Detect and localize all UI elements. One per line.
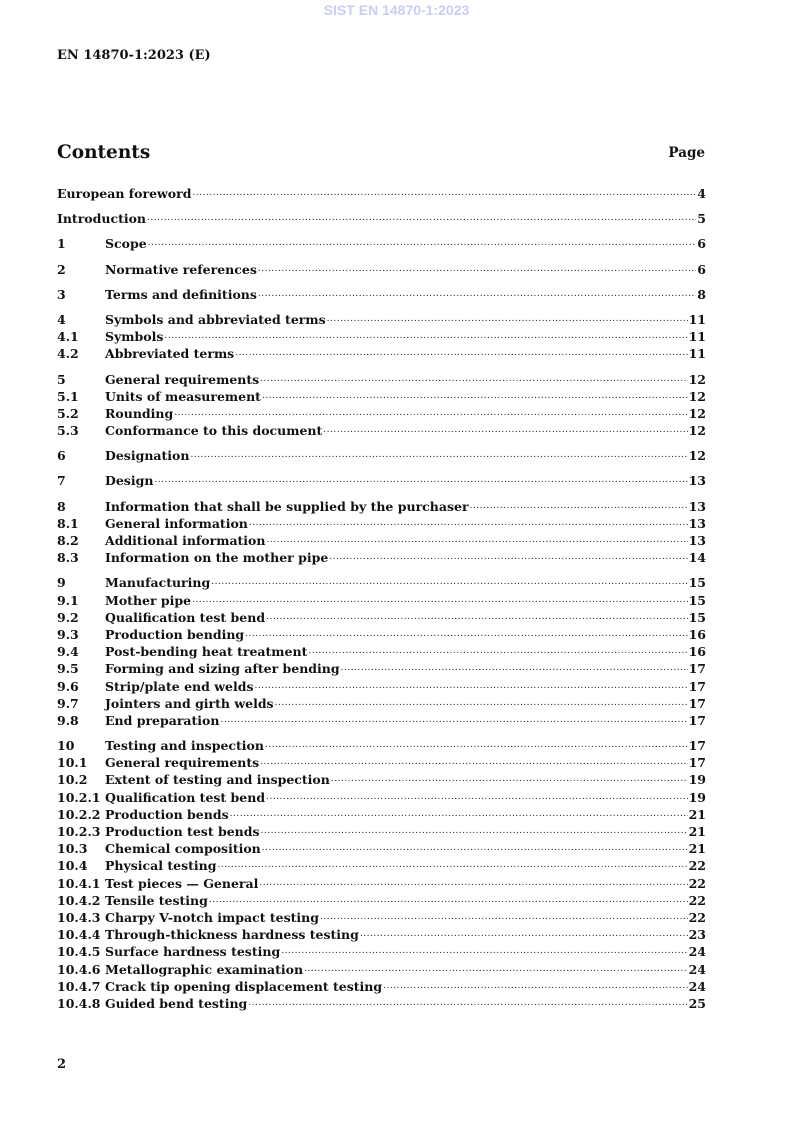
toc-entry-page: 17 — [688, 678, 706, 694]
toc-entry-page: 21 — [688, 824, 706, 839]
toc-entry-page: 15 — [688, 609, 706, 625]
leader-dots — [303, 961, 688, 978]
toc-entry-number: 9.2 — [57, 609, 79, 625]
toc-entry-number: 10.4.2 — [57, 892, 101, 908]
toc-entry-title: General information — [105, 515, 248, 531]
toc-entry-title: Units of measurement — [105, 388, 261, 404]
toc-entry-number: 4.2 — [57, 346, 79, 362]
toc-entry-number: 8 — [57, 498, 66, 514]
toc-entry[interactable] — [57, 472, 706, 489]
toc-entry-page: 19 — [688, 789, 706, 805]
leader-dots — [265, 609, 688, 626]
toc-entry-page: 17 — [688, 695, 706, 711]
toc-entry-number: 1 — [57, 236, 66, 252]
toc-entry-number: 10.4 — [57, 858, 88, 874]
leader-dots — [216, 857, 687, 874]
leader-dots — [322, 422, 687, 439]
toc-entry-number: 7 — [57, 473, 66, 489]
toc-entry-title: Conformance to this document — [105, 423, 323, 439]
leader-dots — [307, 643, 687, 660]
leader-dots — [382, 978, 687, 995]
toc-entry-page: 5 — [697, 211, 706, 227]
toc-entry[interactable] — [57, 515, 706, 532]
leader-dots — [189, 447, 687, 464]
toc-entry-page: 12 — [688, 423, 706, 439]
leader-dots — [280, 943, 687, 960]
toc-entry-page: 16 — [688, 626, 706, 642]
toc-entry-page: 13 — [688, 533, 706, 548]
leader-dots — [258, 875, 687, 892]
toc-entry-number: 3 — [57, 286, 66, 302]
toc-entry-page: 13 — [688, 498, 706, 514]
toc-entry[interactable] — [57, 498, 706, 515]
toc-entry-page: 11 — [688, 311, 706, 327]
toc-entry-number: 9 — [57, 575, 66, 591]
toc-entry[interactable] — [57, 712, 706, 729]
toc-entry[interactable] — [57, 185, 706, 202]
toc-entry-page: 17 — [688, 738, 706, 754]
leader-dots — [469, 498, 688, 515]
toc-entry-number: 10.2 — [57, 772, 88, 788]
toc-entry-title: Charpy V-notch impact testing — [105, 909, 319, 925]
toc-entry-title: Mother pipe — [105, 592, 192, 608]
leader-dots — [244, 626, 687, 643]
toc-entry[interactable] — [57, 532, 706, 549]
watermark: SIST EN 14870-1:2023 — [323, 2, 470, 18]
toc-entry-page: 21 — [688, 841, 706, 857]
toc-entry-number: 9.8 — [57, 712, 79, 728]
toc-entry-page: 11 — [688, 329, 706, 345]
toc-entry[interactable] — [57, 892, 706, 909]
toc-entry-page: 14 — [688, 550, 706, 566]
toc-entry-page: 22 — [688, 875, 706, 891]
toc-entry-title: Abbreviated terms — [105, 346, 235, 362]
leader-dots — [163, 328, 687, 345]
toc-entry-page: 12 — [688, 371, 706, 387]
toc-entry-title: Symbols and abbreviated terms — [105, 311, 326, 327]
toc-entry-page: 6 — [697, 261, 706, 277]
toc-entry-page: 15 — [688, 592, 706, 608]
toc-entry[interactable] — [57, 660, 706, 677]
toc-entry-page: 23 — [688, 927, 706, 943]
toc-entry-title: Terms and definitions — [105, 286, 257, 302]
toc-entry[interactable] — [57, 806, 706, 823]
toc-entry[interactable] — [57, 235, 706, 252]
leader-dots — [191, 592, 687, 609]
toc-entry-page: 12 — [688, 448, 706, 464]
toc-entry-page: 6 — [697, 236, 706, 252]
toc-entry-number: 6 — [57, 448, 66, 464]
toc-entry-number: 5.1 — [57, 388, 79, 404]
toc-entry[interactable] — [57, 447, 706, 464]
toc-entry[interactable] — [57, 771, 706, 788]
toc-entry[interactable] — [57, 737, 706, 754]
toc-entry-page: 15 — [688, 575, 706, 591]
toc-entry-title: End preparation — [105, 712, 220, 728]
toc-entry-page: 22 — [688, 858, 706, 874]
leader-dots — [326, 311, 688, 328]
toc-entry-page: 12 — [688, 405, 706, 421]
toc-entry-title: Information that shall be supplied by the purchaser — [105, 498, 469, 514]
page-column-label: Page — [668, 145, 705, 161]
toc-entry-number: 9.3 — [57, 626, 79, 642]
leader-dots — [265, 789, 688, 806]
toc-entry-title: Tensile testing — [105, 892, 208, 908]
toc-entry-page: 19 — [688, 772, 706, 788]
toc-entry[interactable] — [57, 311, 706, 328]
toc-entry-page: 13 — [688, 473, 706, 489]
toc-entry[interactable] — [57, 857, 706, 874]
toc-entry-number: 10 — [57, 738, 75, 754]
leader-dots — [208, 892, 688, 909]
toc-entry-title: Chemical composition — [105, 841, 261, 857]
leader-dots — [146, 210, 696, 227]
toc-entry[interactable] — [57, 210, 706, 227]
toc-entry-number: 10.2.3 — [57, 824, 101, 839]
toc-entry-title: Qualification test bend — [105, 789, 266, 805]
toc-entry[interactable] — [57, 823, 706, 840]
leader-dots — [173, 405, 687, 422]
toc-entry-title: Forming and sizing after bending — [105, 661, 340, 677]
toc-entry-title: Manufacturing — [105, 575, 211, 591]
toc-entry[interactable] — [57, 789, 706, 806]
toc-entry[interactable] — [57, 926, 706, 943]
leader-dots — [340, 660, 688, 677]
toc-entry-title: Production test bends — [105, 824, 260, 839]
toc-entry-title: Surface hardness testing — [105, 944, 281, 960]
toc-entry-page: 11 — [688, 346, 706, 362]
toc-entry[interactable] — [57, 261, 706, 278]
toc-entry-title: Through-thickness hardness testing — [105, 927, 359, 943]
toc-entry-number: 10.4.3 — [57, 909, 101, 925]
toc-entry-title: Qualification test bend — [105, 609, 266, 625]
toc-entry-number: 2 — [57, 261, 66, 277]
toc-entry[interactable] — [57, 643, 706, 660]
toc-entry-page: 17 — [688, 661, 706, 677]
toc-entry-number: 9.1 — [57, 592, 79, 608]
leader-dots — [191, 185, 696, 202]
toc-entry-title: Extent of testing and inspection — [105, 772, 330, 788]
toc-entry-number: 8.1 — [57, 515, 79, 531]
toc-entry[interactable] — [57, 995, 706, 1012]
toc-entry[interactable] — [57, 978, 706, 995]
leader-dots — [260, 823, 688, 840]
leader-dots — [210, 574, 687, 591]
toc-entry-number: 10.1 — [57, 755, 88, 771]
toc-entry-page: 21 — [688, 806, 706, 822]
toc-entry[interactable] — [57, 371, 706, 388]
toc-entry[interactable] — [57, 345, 706, 362]
toc-entry[interactable] — [57, 592, 706, 609]
document-id: EN 14870-1:2023 (E) — [57, 48, 211, 63]
leader-dots — [257, 286, 696, 303]
toc-entry-title: Crack tip opening displacement testing — [105, 978, 383, 994]
leader-dots — [153, 472, 687, 489]
leader-dots — [328, 549, 687, 566]
toc-entry-title: General requirements — [105, 755, 260, 771]
leader-dots — [247, 995, 687, 1012]
toc-entry-number: 9.4 — [57, 644, 79, 660]
toc-entry-title: Testing and inspection — [105, 738, 264, 754]
leader-dots — [266, 532, 688, 549]
leader-dots — [259, 754, 687, 771]
toc-entry[interactable] — [57, 626, 706, 643]
toc-entry-number: 9.6 — [57, 678, 79, 694]
toc-entry[interactable] — [57, 422, 706, 439]
toc-entry-number: 4.1 — [57, 329, 79, 345]
toc-entry[interactable] — [57, 695, 706, 712]
toc-entry-page: 24 — [688, 961, 706, 977]
toc-entry-number: 9.5 — [57, 661, 79, 677]
toc-entry-title: Metallographic examination — [105, 961, 304, 977]
toc-entry-number: 8.2 — [57, 533, 79, 548]
toc-entry-title: Production bends — [105, 806, 229, 822]
toc-entry-title: Normative references — [105, 261, 257, 277]
toc-entry-page: 4 — [697, 186, 706, 201]
toc-entry-number: 10.4.5 — [57, 944, 101, 960]
toc-entry-number: 10.2.1 — [57, 789, 101, 805]
leader-dots — [330, 771, 688, 788]
contents-title: Contents — [57, 142, 151, 163]
toc-entry[interactable] — [57, 678, 706, 695]
toc-entry-page: 8 — [697, 286, 706, 302]
toc-entry-number: 10.4.4 — [57, 927, 101, 943]
leader-dots — [274, 695, 688, 712]
toc-entry-number: 10.4.7 — [57, 978, 101, 994]
toc-entry-page: 17 — [688, 712, 706, 728]
toc-entry-title: Design — [105, 473, 154, 489]
toc-entry-title: Designation — [105, 448, 190, 464]
toc-entry-title: Symbols — [105, 329, 164, 345]
toc-entry[interactable] — [57, 840, 706, 857]
leader-dots — [319, 909, 688, 926]
toc-entry-title: Production bending — [105, 626, 245, 642]
leader-dots — [359, 926, 688, 943]
toc-entry-title: Guided bend testing — [105, 995, 248, 1011]
toc-entry[interactable] — [57, 549, 706, 566]
toc-entry-page: 24 — [688, 944, 706, 960]
table-of-contents — [57, 185, 706, 1012]
leader-dots — [219, 712, 687, 729]
toc-entry-title: Post-bending heat treatment — [105, 644, 308, 660]
toc-entry-title: Scope — [105, 236, 147, 252]
leader-dots — [234, 345, 687, 362]
toc-entry[interactable] — [57, 943, 706, 960]
leader-dots — [261, 388, 688, 405]
toc-entry-page: 16 — [688, 644, 706, 660]
toc-entry-page: 17 — [688, 755, 706, 771]
toc-entry[interactable] — [57, 909, 706, 926]
toc-entry[interactable] — [57, 574, 706, 591]
toc-entry-title: European foreword — [57, 186, 192, 201]
toc-entry[interactable] — [57, 961, 706, 978]
toc-entry-page: 22 — [688, 892, 706, 908]
toc-entry-number: 10.4.1 — [57, 875, 101, 891]
leader-dots — [229, 806, 688, 823]
leader-dots — [264, 737, 688, 754]
leader-dots — [257, 261, 696, 278]
toc-entry-page: 13 — [688, 515, 706, 531]
page-number: 2 — [57, 1057, 67, 1072]
toc-entry-title: Additional information — [105, 533, 266, 548]
toc-entry[interactable] — [57, 405, 706, 422]
toc-entry-title: Physical testing — [105, 858, 217, 874]
toc-entry-number: 9.7 — [57, 695, 79, 711]
toc-entry-title: Test pieces — General — [105, 875, 259, 891]
leader-dots — [248, 515, 688, 532]
toc-entry-title: Introduction — [57, 211, 147, 227]
toc-entry[interactable] — [57, 754, 706, 771]
toc-entry-page: 12 — [688, 388, 706, 404]
toc-entry-page: 22 — [688, 909, 706, 925]
toc-entry-title: Information on the mother pipe — [105, 550, 329, 566]
toc-entry-title: General requirements — [105, 371, 260, 387]
toc-entry-title: Rounding — [105, 405, 174, 421]
leader-dots — [147, 235, 697, 252]
toc-entry[interactable] — [57, 609, 706, 626]
toc-entry[interactable] — [57, 875, 706, 892]
toc-entry-number: 4 — [57, 311, 66, 327]
toc-entry-title: Jointers and girth welds — [105, 695, 274, 711]
toc-entry-number: 10.3 — [57, 841, 88, 857]
leader-dots — [261, 840, 688, 857]
leader-dots — [259, 371, 687, 388]
toc-entry[interactable] — [57, 286, 706, 303]
toc-entry[interactable] — [57, 388, 706, 405]
toc-entry-title: Strip/plate end welds — [105, 678, 254, 694]
toc-entry-number: 5.3 — [57, 423, 79, 439]
toc-entry[interactable] — [57, 328, 706, 345]
toc-entry-page: 24 — [688, 978, 706, 994]
leader-dots — [253, 678, 687, 695]
toc-entry-number: 10.4.6 — [57, 961, 101, 977]
toc-entry-number: 10.4.8 — [57, 995, 101, 1011]
toc-entry-page: 25 — [688, 995, 706, 1011]
toc-entry-number: 5.2 — [57, 405, 79, 421]
toc-entry-number: 10.2.2 — [57, 806, 101, 822]
toc-entry-number: 5 — [57, 371, 66, 387]
toc-entry-number: 8.3 — [57, 550, 79, 566]
